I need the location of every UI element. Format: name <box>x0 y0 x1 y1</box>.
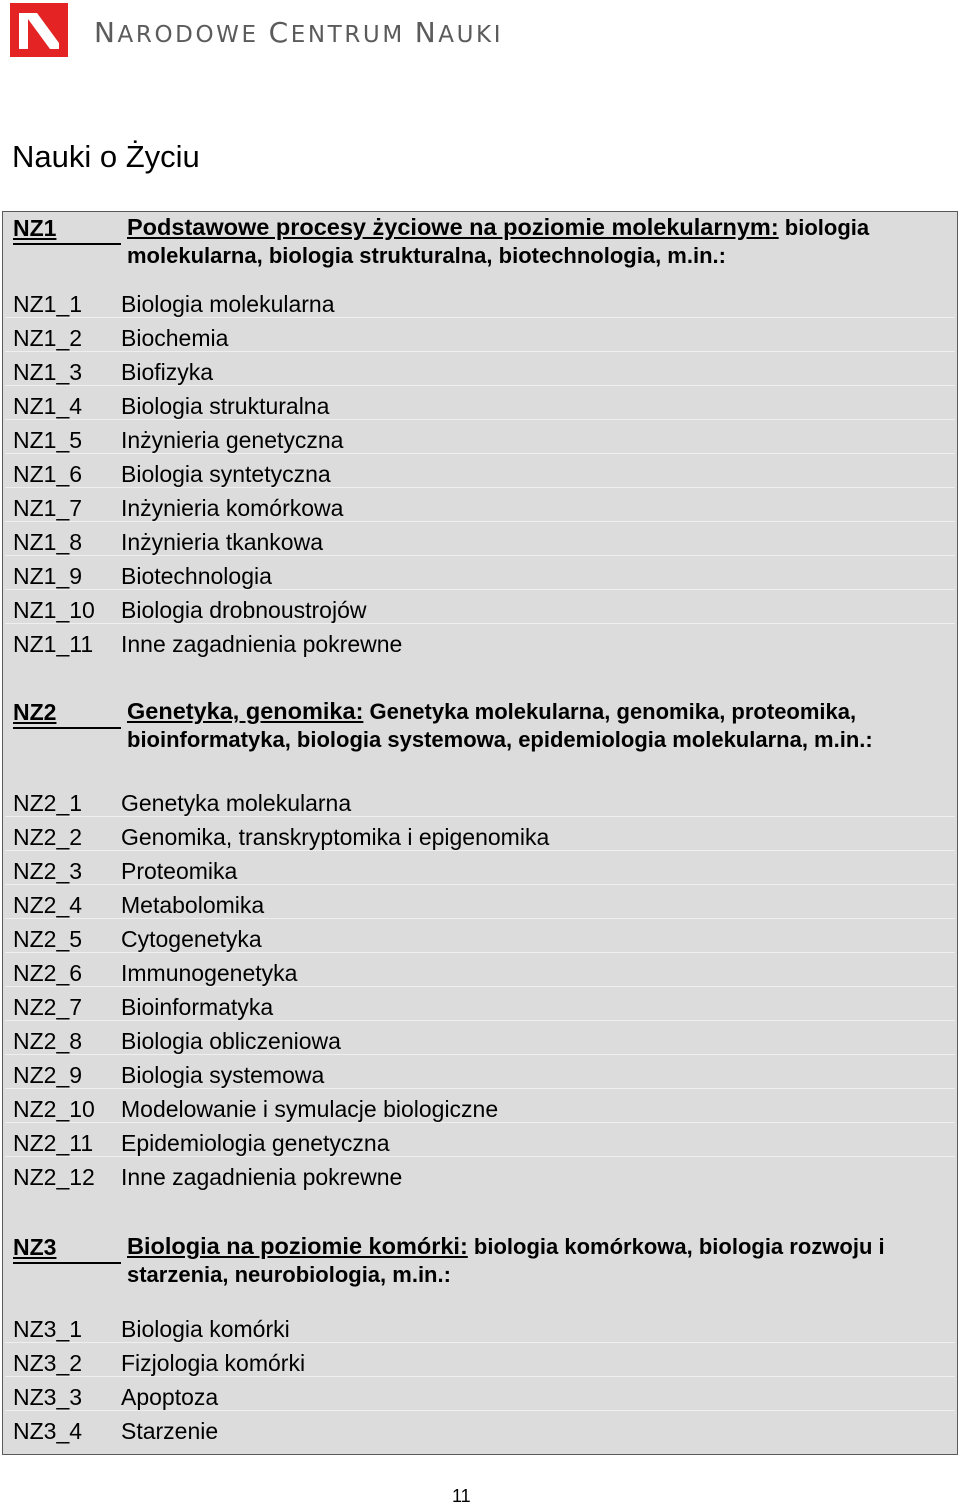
org-name-part-1b: ODOWE <box>154 22 269 48</box>
section-heading <box>127 213 947 270</box>
org-name-part-1: AR <box>117 22 155 48</box>
section-description: biologia komórkowa, biologia rozwoju i starzenia, neurobiologia, m.in.: <box>127 1234 885 1287</box>
item-code: NZ3_1 <box>13 1316 83 1342</box>
item-name: Biofizyka <box>121 359 214 385</box>
item-code: NZ1_4 <box>13 393 83 419</box>
discipline-table <box>2 211 958 1455</box>
section-underline <box>13 243 121 245</box>
item-code: NZ2_8 <box>13 1028 83 1054</box>
item-name: Inne zagadnienia pokrewne <box>121 631 403 657</box>
section-code: NZ3 <box>13 1234 57 1260</box>
section-code: NZ1 <box>13 215 57 241</box>
section-underline <box>13 727 121 729</box>
section-description: biologia molekularna, biologia strukturalna, biotechnologia, m.in.: <box>127 215 870 268</box>
item-name: Biologia strukturalna <box>121 393 330 419</box>
item-name: Starzenie <box>121 1418 219 1444</box>
item-code: NZ2_5 <box>13 926 83 952</box>
item-code: NZ1_8 <box>13 529 83 555</box>
item-name: Biologia drobnoustrojów <box>121 597 367 623</box>
section-description: Genetyka molekularna, genomika, proteomika, bioinformatyka, biologia systemowa, epidemiologia molekularna, m.in.: <box>127 699 873 752</box>
item-code: NZ3_3 <box>13 1384 83 1410</box>
item-name: Biologia obliczeniowa <box>121 1028 341 1054</box>
org-name-cap-c: C <box>268 16 291 49</box>
item-code: NZ1_11 <box>13 631 94 657</box>
item-name: Inżynieria komórkowa <box>121 495 344 521</box>
item-name: Biochemia <box>121 325 229 351</box>
page-title: Nauki o Życiu <box>12 138 200 174</box>
item-code: NZ1_1 <box>13 291 83 317</box>
item-name: Apoptoza <box>121 1384 219 1410</box>
section-title: Biologia na poziomie komórki: <box>127 1233 468 1259</box>
item-name: Biotechnologia <box>121 563 272 589</box>
item-code: NZ3_2 <box>13 1350 83 1376</box>
item-name: Biologia molekularna <box>121 291 335 317</box>
section-title: Genetyka, genomika: <box>127 698 364 724</box>
section-title: Podstawowe procesy życiowe na poziomie molekularnym: <box>127 214 779 240</box>
item-code: NZ2_11 <box>13 1130 94 1156</box>
item-code: NZ1_6 <box>13 461 83 487</box>
section-heading <box>127 697 947 754</box>
item-name: Bioinformatyka <box>121 994 274 1020</box>
section-code: NZ2 <box>13 699 57 725</box>
page-number: 11 <box>452 1486 471 1506</box>
org-name <box>94 16 503 49</box>
item-name: Inżynieria genetyczna <box>121 427 344 453</box>
item-code: NZ3_4 <box>13 1418 83 1444</box>
item-name: Biologia systemowa <box>121 1062 325 1088</box>
item-name: Inżynieria tkankowa <box>121 529 323 555</box>
item-code: NZ2_7 <box>13 994 83 1020</box>
org-name-part-2: ENTRUM <box>290 22 415 48</box>
item-name: Cytogenetyka <box>121 926 262 952</box>
item-code: NZ1_3 <box>13 359 83 385</box>
org-name-cap-n: N <box>94 16 118 49</box>
section-underline <box>13 1262 121 1264</box>
section-heading <box>127 1232 947 1289</box>
item-code: NZ2_12 <box>13 1164 95 1190</box>
item-name: Fizjologia komórki <box>121 1350 306 1376</box>
item-name: Metabolomika <box>121 892 265 918</box>
item-name: Biologia komórki <box>121 1316 290 1342</box>
item-code: NZ2_1 <box>13 790 83 816</box>
item-code: NZ2_10 <box>13 1096 95 1122</box>
item-code: NZ2_2 <box>13 824 83 850</box>
item-code: NZ2_9 <box>13 1062 83 1088</box>
ncn-logo-icon <box>10 3 68 57</box>
item-code: NZ1_9 <box>13 563 83 589</box>
item-code: NZ2_4 <box>13 892 83 918</box>
item-code: NZ2_3 <box>13 858 83 884</box>
item-name: Modelowanie i symulacje biologiczne <box>121 1096 499 1122</box>
item-name: Epidemiologia genetyczna <box>121 1130 390 1156</box>
item-name: Immunogenetyka <box>121 960 298 986</box>
org-name-cap-n2: N <box>414 16 439 49</box>
item-name: Inne zagadnienia pokrewne <box>121 1164 403 1190</box>
item-code: NZ1_2 <box>13 325 83 351</box>
item-code: NZ2_6 <box>13 960 83 986</box>
item-name: Biologia syntetyczna <box>121 461 331 487</box>
item-name: Proteomika <box>121 858 238 884</box>
org-name-part-3: AUKI <box>438 22 504 48</box>
item-code: NZ1_5 <box>13 427 83 453</box>
item-code: NZ1_7 <box>13 495 83 521</box>
item-code: NZ1_10 <box>13 597 95 623</box>
item-name: Genomika, transkryptomika i epigenomika <box>121 824 550 850</box>
item-name: Genetyka molekularna <box>121 790 352 816</box>
